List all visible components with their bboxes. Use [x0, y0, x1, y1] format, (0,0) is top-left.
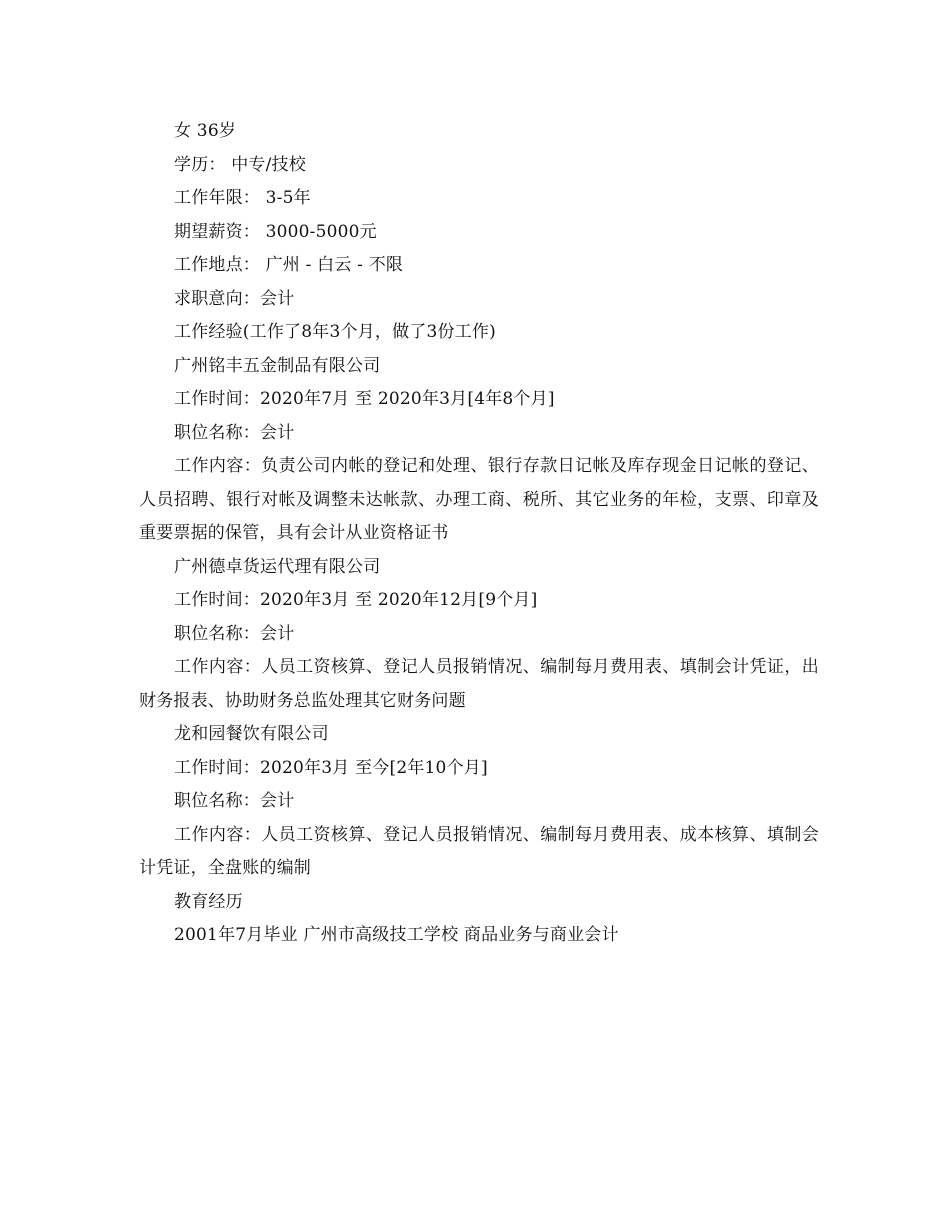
job-period: 工作时间：2020年7月 至 2020年3月[4年8个月]: [174, 389, 555, 409]
job-company: 广州德卓货运代理有限公司: [174, 556, 381, 577]
job-intention: 求职意向：会计: [174, 288, 295, 309]
education-entry: 2001年7月毕业 广州市高级技工学校 商品业务与商业会计: [174, 925, 619, 945]
job-company: 龙和园餐饮有限公司: [174, 724, 329, 744]
job-period: 工作时间：2020年3月 至今[2年10个月]: [174, 757, 488, 778]
job-description: 工作内容：人员工资核算、登记人员报销情况、编制每月费用表、填制会计凭证，出财务报表、协助财务总监处理其它财务问题: [139, 657, 819, 711]
experience-summary: 工作经验(工作了8年3个月，做了3份工作): [174, 322, 496, 342]
job-period: 工作时间：2020年3月 至 2020年12月[9个月]: [174, 590, 538, 610]
gender-age: 女 36岁: [174, 121, 237, 141]
job-description: 工作内容：人员工资核算、登记人员报销情况、编制每月费用表、成本核算、填制会计凭证，全盘账的编制: [139, 824, 819, 878]
work-location: 工作地点： 广州 - 白云 - 不限: [174, 255, 404, 275]
job-description: 工作内容：负责公司内帐的登记和处理、银行存款日记帐及库存现金日记帐的登记、人员招聘、银行对帐及调整未达帐款、办理工商、税所、其它业务的年检，支票、印章及重要票据的保管，具有会计从业资格证书: [139, 456, 819, 543]
resume-body: [139, 115, 819, 953]
work-years: 工作年限： 3-5年: [174, 188, 311, 208]
job-position: 职位名称：会计: [174, 791, 295, 811]
education-heading: 教育经历: [174, 891, 243, 912]
job-position: 职位名称：会计: [174, 623, 295, 644]
job-company: 广州铭丰五金制品有限公司: [174, 355, 381, 376]
job-position: 职位名称：会计: [174, 422, 295, 443]
education-level: 学历： 中专/技校: [174, 154, 306, 175]
expected-salary: 期望薪资： 3000-5000元: [174, 221, 377, 242]
